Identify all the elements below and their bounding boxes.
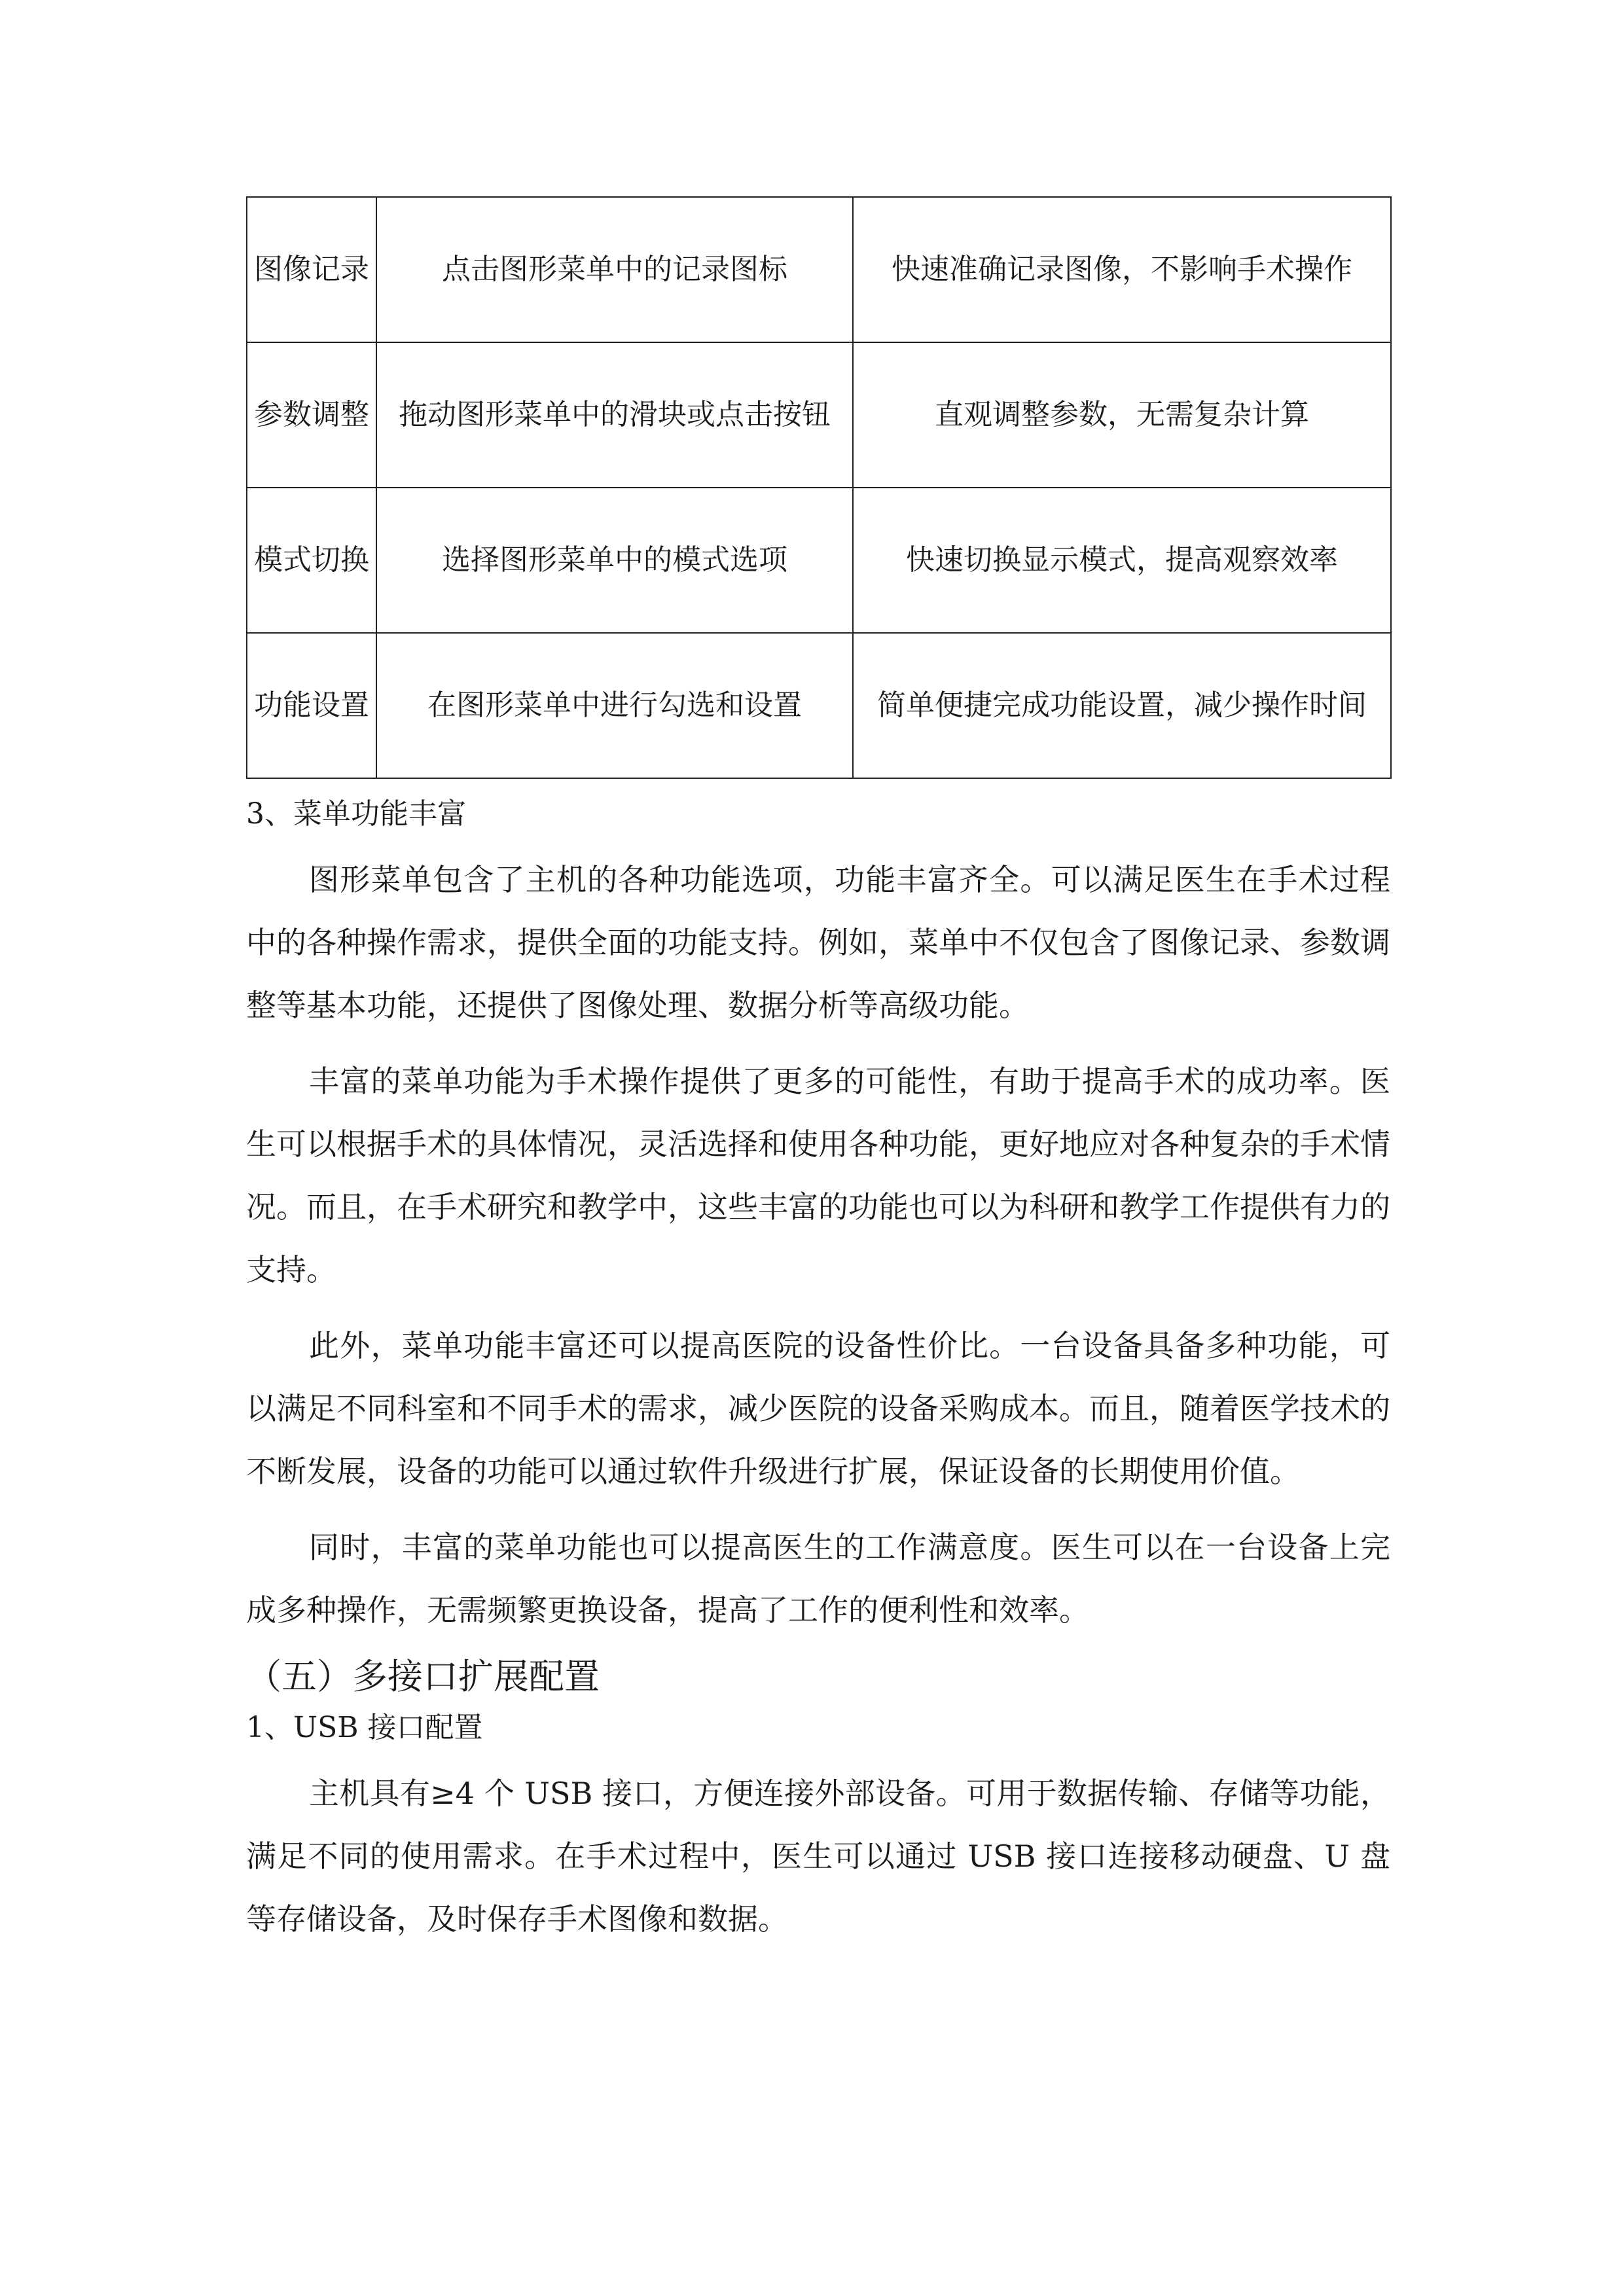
table-cell-name: 模式切换 (247, 488, 376, 633)
table-cell-name: 图像记录 (247, 197, 376, 342)
table-cell-benefit: 直观调整参数，无需复杂计算 (853, 342, 1391, 488)
table-cell-benefit: 简单便捷完成功能设置，减少操作时间 (853, 633, 1391, 778)
feature-table (246, 196, 1392, 779)
paragraph: 主机具有≥4 个 USB 接口，方便连接外部设备。可用于数据传输、存储等功能，满足不同的使用需求。在手术过程中，医生可以通过 USB 接口连接移动硬盘、U 盘等存储设备，及时保存手术图像和数据。 (246, 1776, 1390, 1937)
table-cell-method: 拖动图形菜单中的滑块或点击按钮 (376, 342, 853, 488)
table-cell-name: 功能设置 (247, 633, 376, 778)
paragraph: 同时，丰富的菜单功能也可以提高医生的工作满意度。医生可以在一台设备上完成多种操作，无需频繁更换设备，提高了工作的便利性和效率。 (246, 1530, 1390, 1628)
paragraph: 图形菜单包含了主机的各种功能选项，功能丰富齐全。可以满足医生在手术过程中的各种操作需求，提供全面的功能支持。例如，菜单中不仅包含了图像记录、参数调整等基本功能，还提供了图像处理、数据分析等高级功能。 (246, 862, 1390, 1023)
table-cell-benefit: 快速准确记录图像，不影响手术操作 (853, 197, 1391, 342)
section-3-title: 3、菜单功能丰富 (246, 797, 466, 831)
document-page (246, 196, 1390, 1950)
table-row (247, 342, 1391, 488)
table-cell-benefit: 快速切换显示模式，提高观察效率 (853, 488, 1391, 633)
section-5-title: （五）多接口扩展配置 (246, 1656, 600, 1697)
table-cell-method: 选择图形菜单中的模式选项 (376, 488, 853, 633)
table-row (247, 633, 1391, 778)
table-row (247, 488, 1391, 633)
table-row (247, 197, 1391, 342)
table-cell-name: 参数调整 (247, 342, 376, 488)
table-cell-method: 在图形菜单中进行勾选和设置 (376, 633, 853, 778)
usb-subsection-title: 1、USB 接口配置 (246, 1711, 483, 1744)
paragraph: 此外，菜单功能丰富还可以提高医院的设备性价比。一台设备具备多种功能，可以满足不同科室和不同手术的需求，减少医院的设备采购成本。而且，随着医学技术的不断发展，设备的功能可以通过软件升级进行扩展，保证设备的长期使用价值。 (246, 1328, 1390, 1489)
paragraph: 丰富的菜单功能为手术操作提供了更多的可能性，有助于提高手术的成功率。医生可以根据手术的具体情况，灵活选择和使用各种功能，更好地应对各种复杂的手术情况。而且，在手术研究和教学中，这些丰富的功能也可以为科研和教学工作提供有力的支持。 (246, 1064, 1390, 1287)
table-cell-method: 点击图形菜单中的记录图标 (376, 197, 853, 342)
